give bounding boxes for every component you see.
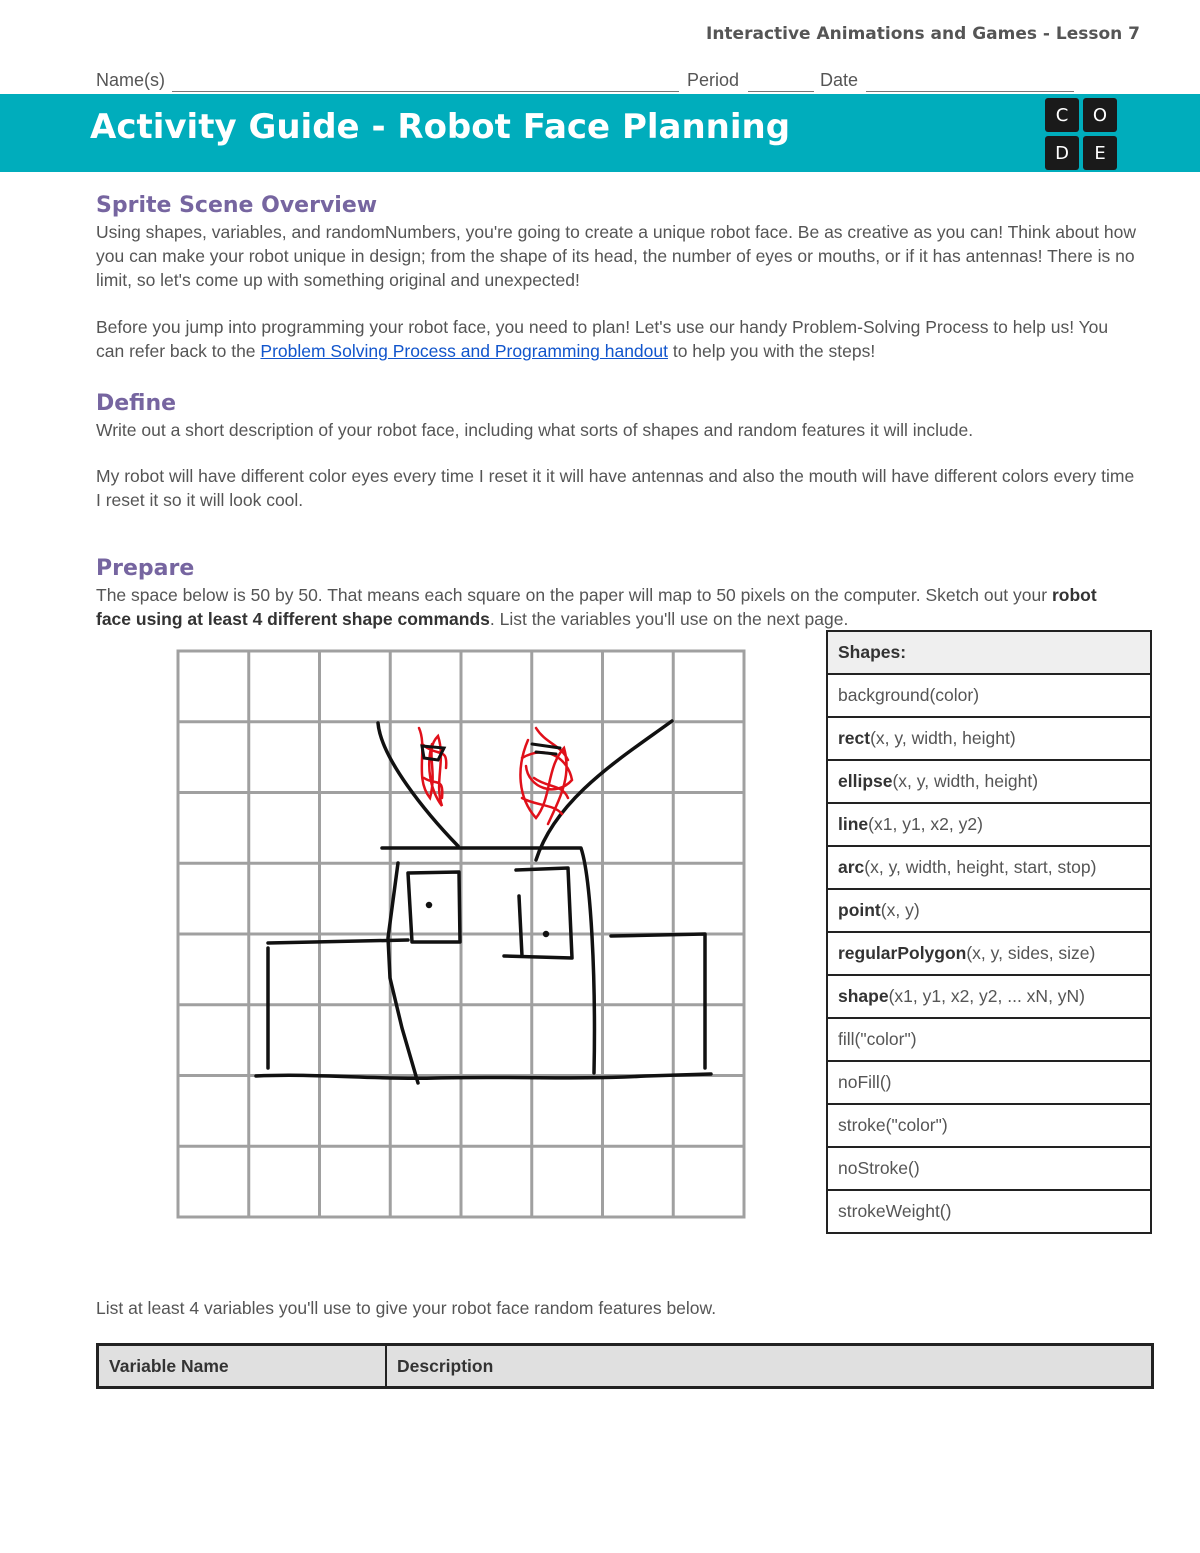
shape-item-no-stroke [827,1147,1151,1190]
prepare-text-end: . List the variables you'll use on the next page. [489,609,849,629]
plan-text-start: Before you jump into programming your robot face, you need to plan! Let's use our handy Problem-Solving Process to help us! You can refer back to the [96,317,1109,361]
shape-item-regular-polygon [827,932,1151,975]
shape-item-args: (x, y, width, height) [870,728,1016,748]
define-instruction: Write out a short description of your robot face, including what sorts of shapes and random features it will include. [96,420,974,440]
logo-letter-o: O [1083,98,1117,132]
sketch-left-antenna-scribble [419,728,446,806]
shape-item-rect [827,717,1151,760]
shapes-heading: Shapes: [827,631,1151,674]
period-label: Period [687,70,740,90]
sketch-left-eye [408,872,460,942]
prepare-heading: Prepare [96,556,195,581]
shape-item-no-fill [827,1061,1151,1104]
shape-item-args: noFill() [838,1072,892,1092]
shape-item-name: ellipse [838,771,893,791]
problem-solving-handout-link[interactable]: Problem Solving Process and Programming handout [260,341,668,361]
shape-item-shape [827,975,1151,1018]
prepare-text-start: The space below is 50 by 50. That means each square on the paper will map to 50 pixels on the computer. Sketch out your [96,585,1052,605]
sketch-head-outline [382,848,594,1073]
shape-item-background [827,674,1151,717]
shape-item-fill [827,1018,1151,1061]
shape-item-args: (x, y, width, height, start, stop) [864,857,1097,877]
sketch-red-antenna-tips [419,728,572,824]
variables-table[interactable] [96,1343,1154,1389]
define-heading: Define [96,391,177,416]
shape-item-ellipse [827,760,1151,803]
shape-item-args: stroke("color") [838,1115,948,1135]
page-title: Activity Guide - Robot Face Planning [90,107,791,147]
period-field-line[interactable] [748,91,814,92]
prepare-instruction [96,583,1136,631]
shape-item-arc [827,846,1151,889]
student-info-row [96,70,1076,94]
sketch-right-eye-tick [519,896,522,956]
shape-item-line [827,803,1151,846]
shape-item-stroke-weight [827,1190,1151,1233]
sketch-antenna-marks [422,744,560,760]
shape-item-name: point [838,900,881,920]
robot-sketch [256,721,711,1083]
sketch-head-left-side [388,863,418,1083]
prepare-text-bold: robot face using at least 4 different shape commands [96,585,1097,629]
logo-letter-d: D [1045,136,1079,170]
shape-item-name: arc [838,857,865,877]
shape-item-args: (x, y, sides, size) [966,943,1096,963]
variable-name-header: Variable Name [98,1345,387,1388]
sketch-left-eye-dot [428,904,431,907]
sketch-right-eye [504,868,572,958]
variables-instruction: List at least 4 variables you'll use to give your robot face random features below. [96,1298,717,1318]
logo-letter-e: E [1083,136,1117,170]
sketch-left-antenna-mark [422,746,444,760]
shape-item-args: (x, y, width, height) [892,771,1039,791]
date-label: Date [820,70,859,90]
shape-item-args: (x1, y1, x2, y2, ... xN, yN) [888,986,1086,1006]
overview-heading: Sprite Scene Overview [96,193,378,218]
shape-item-name: shape [838,986,889,1006]
sketch-grid[interactable] [176,648,746,1220]
name-label: Name(s) [96,70,166,90]
define-answer[interactable]: My robot will have different color eyes every time I reset it it will have antennas and also the mouth will have different colors every time I reset it so it will look cool. [96,466,1135,510]
shape-item-args: strokeWeight() [838,1201,952,1221]
description-header: Description [386,1345,1153,1388]
overview-paragraph: Using shapes, variables, and randomNumbers, you're going to create a unique robot face. Be as creative as you can! Think about how you can make your robot unique in design; from the shape of its head, the number of eyes or mouths, or if it has antennas! There is no limit, so let's come up with something original and unexpected! [96,222,1137,290]
shape-item-stroke [827,1104,1151,1147]
overview-plan-paragraph [96,315,1136,363]
shape-item-args: fill("color") [838,1029,917,1049]
shapes-reference-table [826,630,1152,1234]
plan-text-end: to help you with the steps! [667,341,876,361]
code-org-logo [1045,98,1117,170]
course-lesson-title: Interactive Animations and Games - Lesson 7 [706,24,1141,44]
shape-item-name: rect [838,728,871,748]
sketch-right-ear [611,934,705,1068]
sketch-right-eye-dot [545,933,548,936]
sketch-canvas [176,648,746,1220]
shape-item-args: (x1, y1, x2, y2) [868,814,983,834]
date-field-line[interactable] [866,91,1074,92]
name-field-line[interactable] [172,91,679,92]
shape-item-args: (x, y) [880,900,920,920]
shape-item-point [827,889,1151,932]
title-banner [0,94,1200,172]
shape-item-args: background(color) [838,685,980,705]
shape-item-name: line [838,814,869,834]
logo-letter-c: C [1045,98,1079,132]
shape-item-args: noStroke() [838,1158,920,1178]
shape-item-name: regularPolygon [838,943,967,963]
